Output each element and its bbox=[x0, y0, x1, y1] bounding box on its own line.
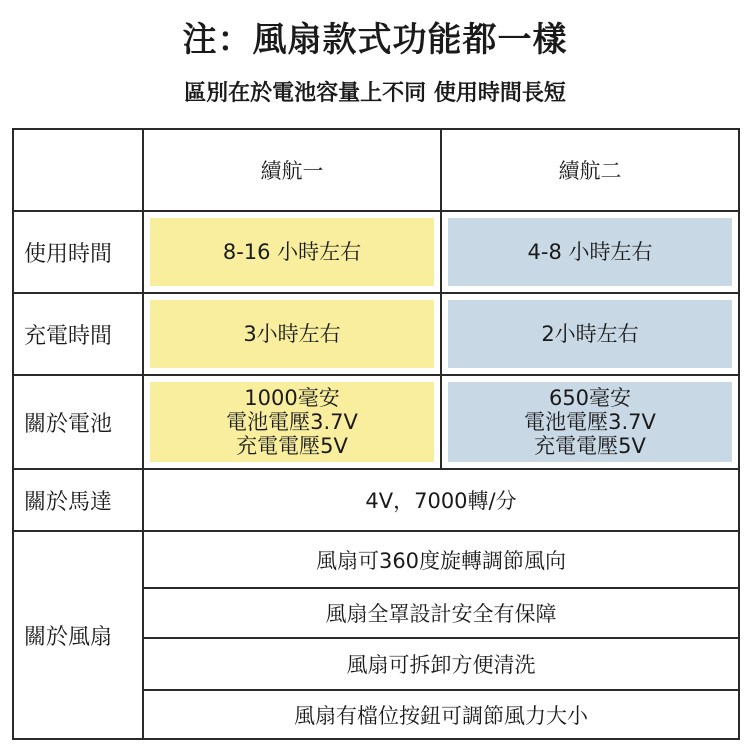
row-label-motor: 關於馬達 bbox=[13, 469, 143, 531]
usage-time-col2-value: 4-8 小時左右 bbox=[448, 218, 732, 286]
battery-col1-charge-voltage: 充電電壓5V bbox=[236, 434, 348, 458]
battery-col1-capacity: 1000毫安 bbox=[244, 386, 340, 410]
battery-col2-value bbox=[448, 382, 732, 462]
battery-col2-charge-voltage: 充電電壓5V bbox=[534, 434, 646, 458]
table-row-charge-time bbox=[13, 293, 739, 375]
corner-cell bbox=[13, 129, 143, 211]
usage-time-col1-cell bbox=[143, 211, 441, 293]
row-label-charge-time: 充電時間 bbox=[13, 293, 143, 375]
column-header-2: 續航二 bbox=[441, 129, 739, 211]
column-header-1: 續航一 bbox=[143, 129, 441, 211]
row-label-usage-time: 使用時間 bbox=[13, 211, 143, 293]
fan-feature-1: 風扇可360度旋轉調節風向 bbox=[143, 531, 739, 588]
spec-table bbox=[12, 128, 740, 740]
table-row-battery bbox=[13, 375, 739, 469]
charge-time-col1-value: 3小時左右 bbox=[150, 300, 434, 368]
charge-time-col2-value: 2小時左右 bbox=[448, 300, 732, 368]
battery-col1-value bbox=[150, 382, 434, 462]
motor-value: 4V，7000轉/分 bbox=[143, 469, 739, 531]
fan-feature-3: 風扇可拆卸方便清洗 bbox=[143, 638, 739, 690]
fan-feature-2: 風扇全罩設計安全有保障 bbox=[143, 588, 739, 638]
battery-col2-capacity: 650毫安 bbox=[548, 386, 632, 410]
row-label-fan: 關於風扇 bbox=[13, 531, 143, 739]
page-subtitle: 區別在於電池容量上不同 使用時間長短 bbox=[184, 81, 566, 106]
page-title: 注：風扇款式功能都一樣 bbox=[182, 20, 568, 60]
row-label-battery: 關於電池 bbox=[13, 375, 143, 469]
table-header-row bbox=[13, 129, 739, 211]
table-row-fan-1 bbox=[13, 531, 739, 588]
usage-time-col1-value: 8-16 小時左右 bbox=[150, 218, 434, 286]
battery-col2-voltage: 電池電壓3.7V bbox=[524, 410, 656, 434]
table-row-motor bbox=[13, 469, 739, 531]
battery-col1-voltage: 電池電壓3.7V bbox=[226, 410, 358, 434]
fan-feature-4: 風扇有檔位按鈕可調節風力大小 bbox=[143, 690, 739, 739]
table-row-usage-time bbox=[13, 211, 739, 293]
battery-col1-cell bbox=[143, 375, 441, 469]
battery-col2-cell bbox=[441, 375, 739, 469]
usage-time-col2-cell bbox=[441, 211, 739, 293]
charge-time-col1-cell bbox=[143, 293, 441, 375]
charge-time-col2-cell bbox=[441, 293, 739, 375]
